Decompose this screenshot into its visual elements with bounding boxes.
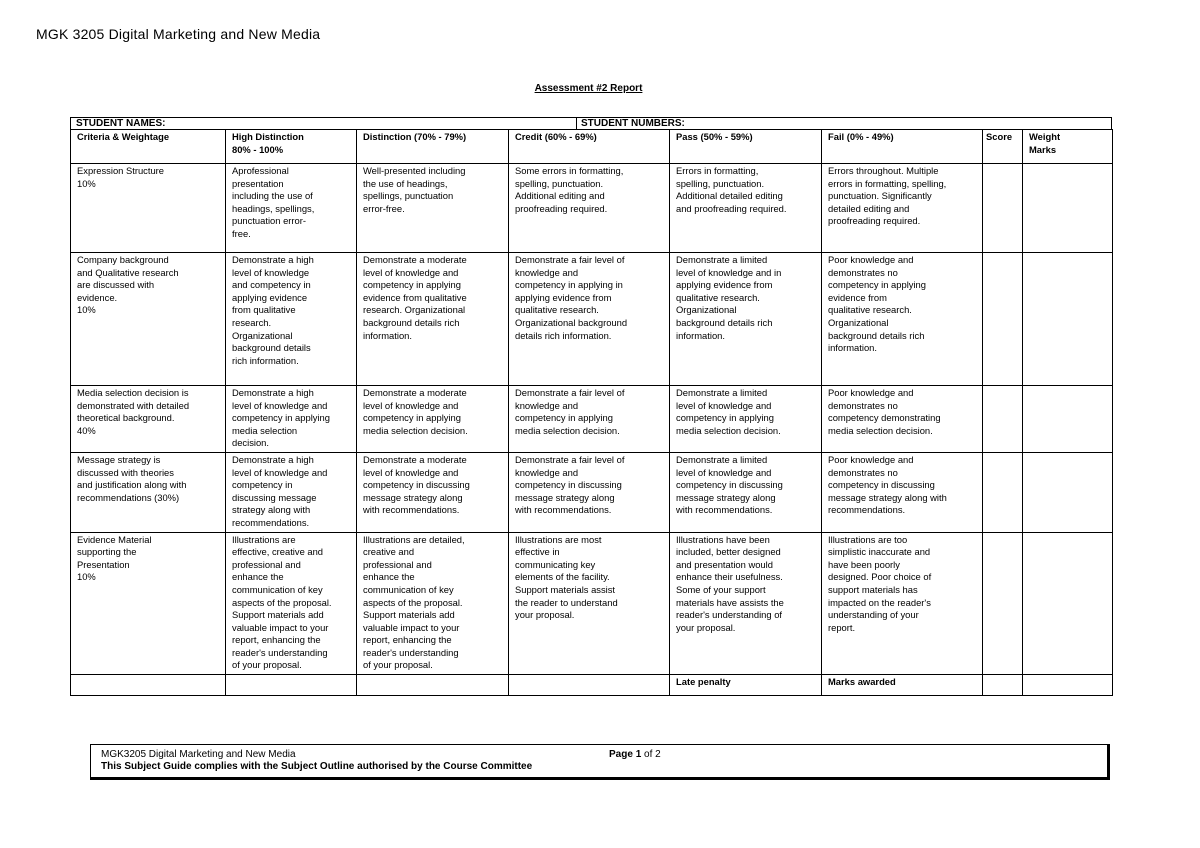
- credit-cell: Demonstrate a fair level of knowledge and competency in applying in applying evidence from qualitative research. Organizational background details rich information.: [509, 253, 670, 386]
- criteria-cell: Media selection decision is demonstrated with detailed theoretical background. 40%: [71, 386, 226, 453]
- distinction-cell: Demonstrate a moderate level of knowledge and competency in applying evidence from qualitative research. Organizational background details rich information.: [357, 253, 509, 386]
- column-header-weight-marks: Weight Marks: [1023, 130, 1113, 164]
- column-header-criteria: Criteria & Weightage: [71, 130, 226, 164]
- header-row: [71, 130, 1113, 164]
- pass-cell: Demonstrate a limited level of knowledge and in applying evidence from qualitative research. Organizational background details rich information.: [670, 253, 822, 386]
- fail-cell: Poor knowledge and demonstrates no competency in applying evidence from qualitative research. Organizational background details rich information.: [822, 253, 983, 386]
- score-cell[interactable]: [983, 164, 1023, 253]
- high-distinction-cell: Demonstrate a high level of knowledge and competency in applying evidence from qualitative research. Organizational background details rich information.: [226, 253, 357, 386]
- weight-marks-cell[interactable]: [1023, 164, 1113, 253]
- empty-cell: [357, 675, 509, 696]
- score-cell[interactable]: [983, 452, 1023, 532]
- credit-cell: Demonstrate a fair level of knowledge and competency in discussing message strategy along with recommendations.: [509, 452, 670, 532]
- marks-awarded-label: Marks awarded: [822, 675, 983, 696]
- column-header-credit: Credit (60% - 69%): [509, 130, 670, 164]
- pass-cell: Demonstrate a limited level of knowledge and competency in discussing message strategy along with recommendations.: [670, 452, 822, 532]
- pass-cell: Errors in formatting, spelling, punctuation. Additional detailed editing and proofreading required.: [670, 164, 822, 253]
- column-header-distinction: Distinction (70% - 79%): [357, 130, 509, 164]
- table-row: [71, 452, 1113, 532]
- score-cell[interactable]: [983, 386, 1023, 453]
- column-header-high-distinction: High Distinction 80% - 100%: [226, 130, 357, 164]
- criteria-cell: Evidence Material supporting the Presentation 10%: [71, 532, 226, 675]
- footer-compliance-note: This Subject Guide complies with the Subject Outline authorised by the Course Committee: [101, 761, 533, 772]
- table-row: [71, 164, 1113, 253]
- marks-awarded-value-cell[interactable]: [1023, 675, 1113, 696]
- document-header-title: MGK 3205 Digital Marketing and New Media: [36, 26, 321, 42]
- fail-cell: Illustrations are too simplistic inaccurate and have been poorly designed. Poor choice of support materials has impacted on the reader's understanding of your report.: [822, 532, 983, 675]
- footer-page-current: 1: [635, 749, 642, 760]
- empty-cell: [71, 675, 226, 696]
- footer-page-total: of 2: [644, 749, 661, 760]
- empty-cell: [509, 675, 670, 696]
- student-names-bar: [70, 117, 1112, 129]
- high-distinction-cell: Illustrations are effective, creative and professional and enhance the communication of key aspects of the proposal. Support materials add valuable impact to your report, enhancing the reader's understanding of your proposal.: [226, 532, 357, 675]
- high-distinction-cell: Demonstrate a high level of knowledge and competency in discussing message strategy along with recommendations.: [226, 452, 357, 532]
- weight-marks-cell[interactable]: [1023, 532, 1113, 675]
- distinction-cell: Well-presented including the use of headings, spellings, punctuation error-free.: [357, 164, 509, 253]
- footer-page-word: Page: [609, 749, 633, 760]
- score-cell[interactable]: [983, 532, 1023, 675]
- footer-page-number: [609, 749, 661, 761]
- student-names-label: STUDENT NAMES:: [76, 118, 166, 129]
- rubric-table: [70, 117, 1112, 696]
- student-numbers-label: STUDENT NUMBERS:: [576, 118, 685, 129]
- weight-marks-cell[interactable]: [1023, 386, 1113, 453]
- pass-cell: Illustrations have been included, better designed and presentation would enhance their usefulness. Some of your support materials have assists the reader's understanding of your proposal.: [670, 532, 822, 675]
- table-row: [71, 253, 1113, 386]
- fail-cell: Errors throughout. Multiple errors in formatting, spelling, punctuation. Significantly detailed editing and proofreading required.: [822, 164, 983, 253]
- weight-marks-cell[interactable]: [1023, 452, 1113, 532]
- footer-course-name: MGK3205 Digital Marketing and New Media: [101, 749, 296, 760]
- empty-cell: [226, 675, 357, 696]
- credit-cell: Demonstrate a fair level of knowledge and competency in applying media selection decision.: [509, 386, 670, 453]
- high-distinction-cell: Aprofessional presentation including the use of headings, spellings, punctuation error- free.: [226, 164, 357, 253]
- distinction-cell: Illustrations are detailed, creative and professional and enhance the communication of key aspects of the proposal. Support materials add valuable impact to your report, enhancing the reader's understanding of your proposal.: [357, 532, 509, 675]
- credit-cell: Some errors in formatting, spelling, punctuation. Additional editing and proofreading required.: [509, 164, 670, 253]
- totals-row: [71, 675, 1113, 696]
- rubric-grid: [70, 129, 1113, 696]
- pass-cell: Demonstrate a limited level of knowledge and competency in applying media selection decision.: [670, 386, 822, 453]
- weight-marks-cell[interactable]: [1023, 253, 1113, 386]
- criteria-cell: Message strategy is discussed with theories and justification along with recommendations (30%): [71, 452, 226, 532]
- page-footer: [90, 744, 1110, 780]
- score-cell[interactable]: [983, 253, 1023, 386]
- late-penalty-label: Late penalty: [670, 675, 822, 696]
- column-header-pass: Pass (50% - 59%): [670, 130, 822, 164]
- criteria-cell: Company background and Qualitative research are discussed with evidence. 10%: [71, 253, 226, 386]
- distinction-cell: Demonstrate a moderate level of knowledge and competency in applying media selection decision.: [357, 386, 509, 453]
- report-title: Assessment #2 Report: [534, 83, 643, 94]
- fail-cell: Poor knowledge and demonstrates no competency in discussing message strategy along with recommendations.: [822, 452, 983, 532]
- distinction-cell: Demonstrate a moderate level of knowledge and competency in discussing message strategy along with recommendations.: [357, 452, 509, 532]
- table-row: [71, 386, 1113, 453]
- credit-cell: Illustrations are most effective in communicating key elements of the facility. Support materials assist the reader to understand your proposal.: [509, 532, 670, 675]
- high-distinction-cell: Demonstrate a high level of knowledge and competency in applying media selection decision.: [226, 386, 357, 453]
- fail-cell: Poor knowledge and demonstrates no competency demonstrating media selection decision.: [822, 386, 983, 453]
- late-penalty-score-cell[interactable]: [983, 675, 1023, 696]
- criteria-cell: Expression Structure 10%: [71, 164, 226, 253]
- column-header-score: Score: [983, 130, 1023, 164]
- column-header-fail: Fail (0% - 49%): [822, 130, 983, 164]
- table-row: [71, 532, 1113, 675]
